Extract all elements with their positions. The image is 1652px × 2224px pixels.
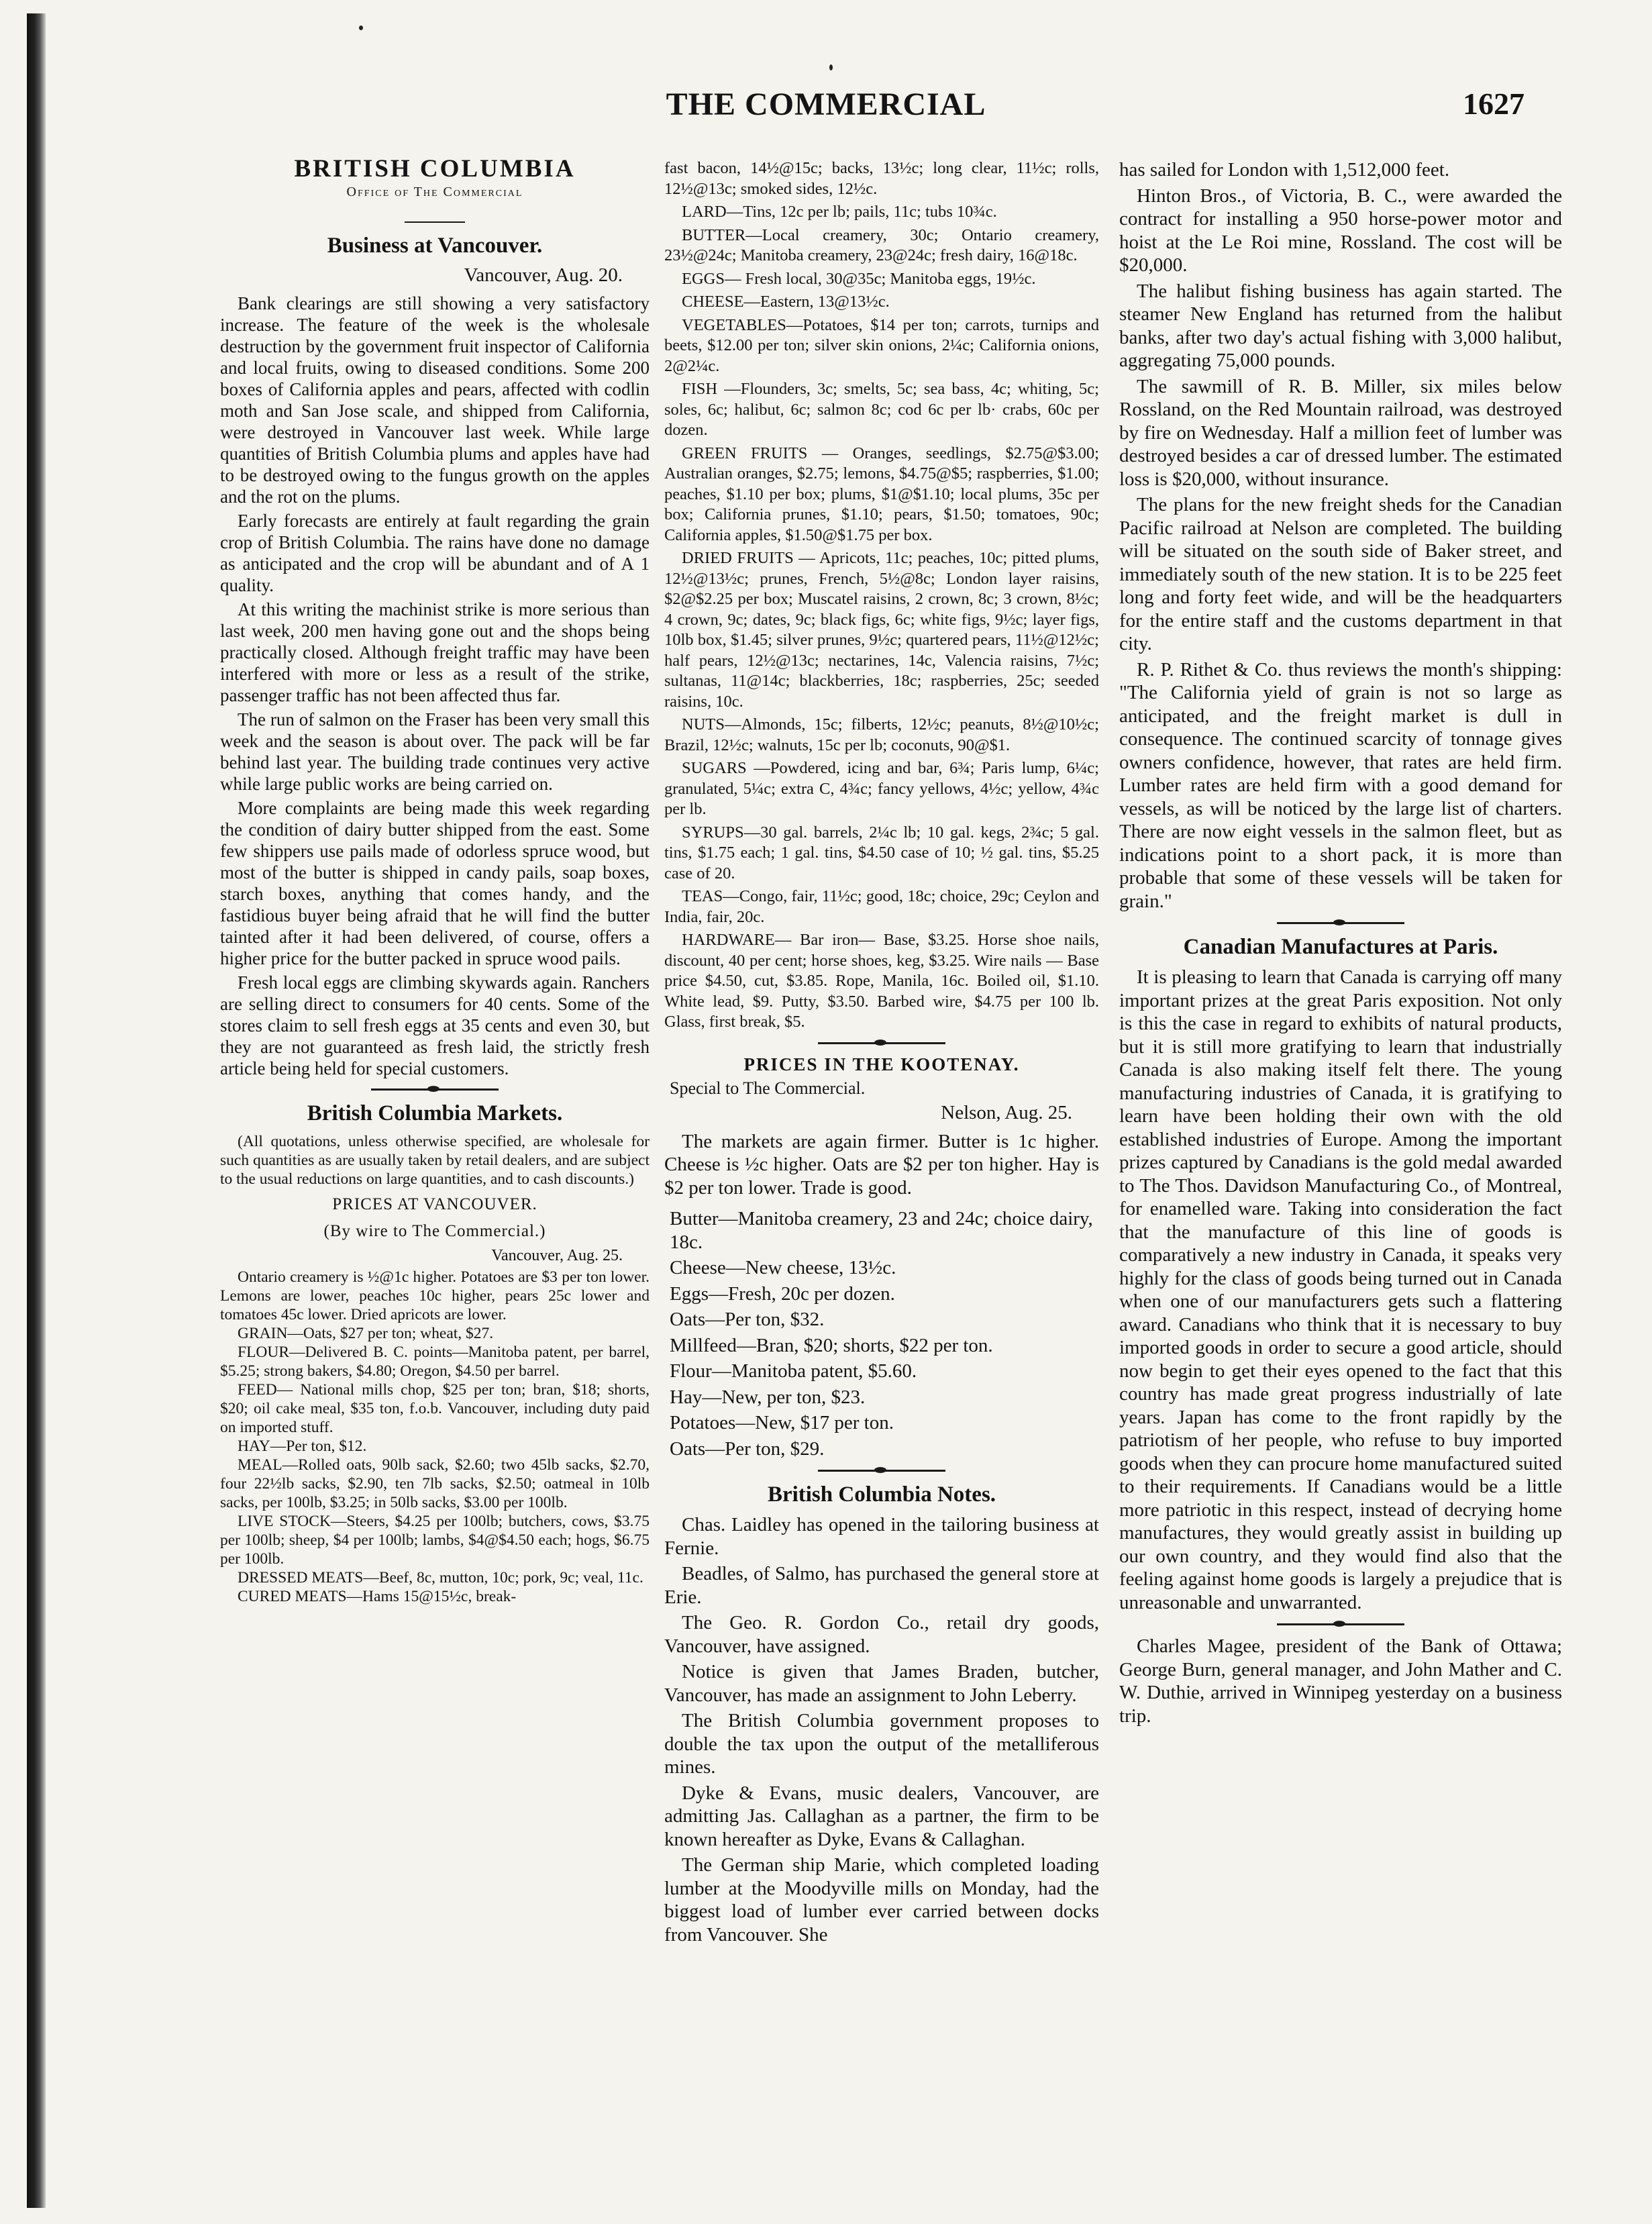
notes-heading: British Columbia Notes. — [767, 1482, 996, 1507]
note-item: The plans for the new freight sheds for the Canadian Pacific railroad at Nelson are completed. The building will be situated on the south side of Baker street, and immediately south of the new station. It is to be 225 feet long and forty feet wide, and will be the headquarters for the entire staff and the customs department in that city. — [1119, 494, 1562, 654]
article-paragraph: The run of salmon on the Fraser has been very small this week and the season is about over. The pack will be far behind last year. The building trade continues very active while large public works are being carried on. — [220, 709, 650, 794]
kootenay-item: Cheese—New cheese, 13½c. — [670, 1257, 896, 1278]
market-quote: GREEN FRUITS — Oranges, seedlings, $2.75@$3.00; Australian oranges, $2.75; lemons, $4.75@$5; raspberries, $1.00; peaches, $1.10 per box; plums, $1@$1.10; local plums, 35c per box; California prunes, $1.10; pears, $1.50; tomatoes, 90c; California apples, $1.50@$1.75 per box. — [664, 444, 1099, 544]
section-rule — [818, 1042, 945, 1044]
market-quote: Ontario creamery is ½@1c higher. Potatoes are $3 per ton lower. Lemons are lower, peaches 10c higher, pears 25c lower and tomatoes 45c lower. Dried apricots are lower. — [220, 1268, 650, 1323]
section-title: BRITISH COLUMBIA — [294, 158, 576, 183]
market-quotes — [220, 1268, 650, 1606]
markets-note: (All quotations, unless otherwise specified, are wholesale for such quantities as are usually taken by retail dealers, and are subject to the usual reductions on large quantities, and to cash discounts.) — [220, 1133, 650, 1188]
vancouver-heading: Business at Vancouver. — [327, 234, 543, 258]
section-rule — [818, 1470, 945, 1472]
market-quote: FEED— National mills chop, $25 per ton; bran, $18; shorts, $20; oil cake meal, $35 ton, f.o.b. Vancouver, including duty paid on imported stuff. — [220, 1381, 650, 1436]
section-rule — [371, 1089, 499, 1091]
market-quote: LIVE STOCK—Steers, $4.25 per 100lb; butchers, cows, $3.75 per 100lb; sheep, $4 per 100lb; lambs, $4@$4.50 each; hogs, $6.75 per 100lb. — [220, 1513, 650, 1568]
page-number: 1627 — [1463, 87, 1525, 121]
note-item: The halibut fishing business has again started. The steamer New England has returned from the halibut banks, after two day's actual fishing with 3,000 halibut, aggregating 75,000 pounds. — [1119, 280, 1562, 371]
note-item: The Geo. R. Gordon Co., retail dry goods, Vancouver, have assigned. — [664, 1612, 1099, 1657]
market-quote: SUGARS —Powdered, icing and bar, 6¾; Paris lump, 6¼c; granulated, 5¼c; extra C, 4¾c; fancy yellows, 4½c; yellow, 4¾c per lb. — [664, 759, 1099, 818]
column-1 — [220, 158, 650, 2212]
notes-list — [664, 1513, 1099, 1946]
kootenay-item: Millfeed—Bran, $20; shorts, $22 per ton. — [670, 1334, 993, 1356]
market-quote: NUTS—Almonds, 15c; filberts, 12½c; peanuts, 8½@10½c; Brazil, 12½c; walnuts, 15c per lb; coconuts, 90@$1. — [664, 715, 1099, 754]
final-note-paragraph: Charles Magee, president of the Bank of Ottawa; George Burn, general manager, and John Mather and C. W. Duthie, arrived in Winnipeg yesterday on a business trip. — [1119, 1635, 1562, 1727]
final-note — [1119, 1635, 1562, 1727]
market-quote: CHEESE—Eastern, 13@13½c. — [682, 293, 890, 311]
paris-heading: Canadian Manufactures at Paris. — [1183, 935, 1498, 959]
note-item: The British Columbia government proposes to double the tax upon the output of the metalliferous mines. — [664, 1710, 1099, 1778]
prices-heading: PRICES AT VANCOUVER. — [332, 1195, 537, 1213]
market-quotes-continued — [664, 158, 1099, 1033]
notes-continued — [1119, 158, 1562, 913]
market-quote: fast bacon, 14½@15c; backs, 13½c; long clear, 11½c; rolls, 12½@13c; smoked sides, 12½c. — [664, 159, 1099, 198]
note-item: Dyke & Evans, music dealers, Vancouver, are admitting Jas. Callaghan as a partner, the firm to be known hereafter as Dyke, Evans & Callaghan. — [664, 1782, 1099, 1850]
market-quote: HARDWARE— Bar iron— Base, $3.25. Horse shoe nails, discount, 40 per cent; horse shoes, keg, $3.25. Wire nails — Base price $4.50, cut, $3.85. Rope, Manila, 16c. Boiled oil, $1.10. White lead, $9. Putty, $3.50. Barbed wire, $4.75 per 100 lb. Glass, first break, $5. — [664, 931, 1099, 1031]
running-title: THE COMMERCIAL — [666, 87, 986, 122]
kootenay-item: Oats—Per ton, $29. — [670, 1437, 825, 1460]
market-quote: MEAL—Rolled oats, 90lb sack, $2.60; two 45lb sacks, $2.70, four 22½lb sacks, $2.90, ten 7lb sacks, $2.50; oatmeal in 10lb sacks, per 100lb, $3.25; in 50lb sacks, $3.00 per 100lb. — [220, 1456, 650, 1511]
article-paragraph: Early forecasts are entirely at fault regarding the grain crop of British Columbia. The rains have done no damage as anticipated and the crop will be abundant and of A 1 quality. — [220, 511, 650, 595]
note-item: The sawmill of R. B. Miller, six miles below Rossland, on the Red Mountain railroad, was destroyed by fire on Wednesday. Half a million feet of lumber was destroyed besides a car of dressed lumber. The estimated loss is $20,000, without insurance. — [1119, 375, 1562, 490]
kootenay-item: Butter—Manitoba creamery, 23 and 24c; choice dairy, 18c. — [670, 1208, 1093, 1253]
kootenay-item: Oats—Per ton, $32. — [670, 1309, 825, 1330]
kootenay-report — [664, 1130, 1099, 1200]
market-quote: DRESSED MEATS—Beef, 8c, mutton, 10c; pork, 9c; veal, 11c. — [238, 1569, 643, 1586]
note-item: has sailed for London with 1,512,000 feet. — [1119, 159, 1450, 181]
market-quote: TEAS—Congo, fair, 11½c; good, 18c; choice, 29c; Ceylon and India, fair, 20c. — [664, 887, 1099, 926]
note-item: R. P. Rithet & Co. thus reviews the month's shipping: "The California yield of grain is not so large as anticipated, and the freight market is dull in consequence. The continued scarcity of tonnage gives owners confidence, however, that rates are held firm. Lumber rates are held firm with a good demand for vessels, as will be noticed by the large list of charters. There are now eight vessels in the salmon fleet, but as indications point to a short pack, it is more than probable that some of these vessels will be taken for grain." — [1119, 658, 1562, 912]
note-item: The German ship Marie, which completed loading lumber at the Moodyville mills on Monday, had the biggest load of lumber ever carried between docks from Vancouver. She — [664, 1854, 1099, 1945]
short-rule — [405, 221, 465, 223]
article-paragraph: Bank clearings are still showing a very satisfactory increase. The feature of the week is the wholesale destruction by the government fruit inspector of California and local fruits, owing to diseased conditions. Some 200 boxes of California apples and pears, affected with codlin moth and San Jose scale, and shipped from California, were destroyed in Vancouver last week. While large quantities of British Columbia plums and apples have had to be destroyed owing to the fungus growth on the apples and the rot on the plums. — [220, 293, 650, 507]
paris-paragraph: It is pleasing to learn that Canada is carrying off many important prizes at the great Paris exposition. Not only is this the case in regard to exhibits of natural products, but it is still more gratifying to learn that industrially Canada is also making itself felt there. The young manufacturing industries of Canada, it is gratifying to learn have been holding their own with the old established industries of Europe. Among the important prizes captured by Canadians is the gold medal awarded to The Thos. Davidson Manufacturing Co., of Montreal, for enamelled ware. Taking into consideration the fact that the manufacture of this line of goods is comparatively a new industry in Canada, it speaks very highly for the class of goods being turned out in Canada when one of our manufacturers gets such a flattering award. Canadians who think that it is necessary to buy imported goods in order to secure a good article, should now begin to get their eyes opened to the fact that this country has made great progress industrially of late years. Japan has come to the front rapidly by the patriotism of her people, who refuse to buy imported goods when they can procure home manufactured suited to their requirements. If Canadians would be a little more patriotic in this respect, instead of decrying home manufactures, they would greatly assist in building up our own country, and they would find also that the feeling against home goods is largely a prejudice that is unreasonable and unwarranted. — [1119, 966, 1562, 1613]
markets-heading: British Columbia Markets. — [307, 1101, 563, 1125]
kootenay-item: Hay—New, per ton, $23. — [670, 1386, 866, 1408]
wire-line: (By wire to The Commercial.) — [323, 1222, 546, 1240]
vancouver-article — [220, 293, 650, 1079]
kootenay-item: Eggs—Fresh, 20c per dozen. — [670, 1282, 895, 1305]
section-rule — [1277, 922, 1404, 924]
note-item: Hinton Bros., of Victoria, B. C., were awarded the contract for installing a 950 horse-power motor and hoist at the Le Roi mine, Rossland. The cost will be $20,000. — [1119, 185, 1562, 276]
kootenay-item: Potatoes—New, $17 per ton. — [670, 1412, 894, 1433]
column-3 — [1119, 158, 1562, 2212]
kootenay-special: Special to The Commercial. — [670, 1078, 866, 1098]
column-2 — [664, 158, 1099, 2212]
article-paragraph: More complaints are being made this week regarding the condition of dairy butter shipped from the east. Some few shippers use pails made of odorless spruce wood, but most of the butter is shipped in candy pails, soap boxes, starch boxes, anything that comes handy, and the fastidious buyer being afraid that he will find the butter tainted after it had been delivered, of course, offers a higher price for the butter packed in spruce wood pails. — [220, 798, 650, 968]
market-quote: HAY—Per ton, $12. — [238, 1437, 367, 1455]
markets-dateline: Vancouver, Aug. 25. — [491, 1247, 623, 1264]
vancouver-dateline: Vancouver, Aug. 20. — [464, 264, 623, 286]
note-item: Chas. Laidley has opened in the tailoring business at Fernie. — [664, 1514, 1099, 1559]
market-quote: EGGS— Fresh local, 30@35c; Manitoba eggs, 19½c. — [682, 269, 1036, 288]
kootenay-price-list — [664, 1207, 1099, 1460]
market-quote: SYRUPS—30 gal. barrels, 2¼c lb; 10 gal. kegs, 2¾c; 5 gal. tins, $1.75 each; 1 gal. tins, $4.50 case of 10; ½ gal. tins, $5.25 case of 20. — [664, 823, 1099, 882]
kootenay-intro: The markets are again firmer. Butter is 1c higher. Cheese is ½c higher. Oats are $2 per ton higher. Hay is $2 per ton lower. Trade is good. — [664, 1130, 1099, 1199]
note-item: Beadles, of Salmo, has purchased the general store at Erie. — [664, 1563, 1099, 1608]
paris-article — [1119, 966, 1562, 1614]
market-quote: FLOUR—Delivered B. C. points—Manitoba patent, per barrel, $5.25; strong bakers, $4.80; Oregon, $4.50 per barrel. — [220, 1344, 650, 1380]
section-rule — [1277, 1623, 1404, 1625]
article-paragraph: Fresh local eggs are climbing skywards again. Ranchers are selling direct to consumers for 40 cents. Some of the stores claim to sell fresh eggs at 35 cents and even 30, but they are not guaranteed as fresh laid, the strictly fresh article being held for special customers. — [220, 972, 650, 1078]
market-quote: DRIED FRUITS — Apricots, 11c; peaches, 10c; pitted plums, 12½@13½c; prunes, French, 5½@8c; London layer raisins, $2@$2.25 per box; Muscatel raisins, 2 crown, 8c; 3 crown, 8½c; 4 crown, 9c; dates, 9c; black figs, 6c; white figs, 9½c; layer figs, 10lb box, $1.45; silver prunes, 9½c; quartered pears, 11½@12½c; half pears, 12½@13c; nectarines, 14c, Valencia raisins, 7½c; sultanas, 11@14c; blackberries, 18c; raspberries, 25c; seeded raisins, 10c. — [664, 549, 1099, 711]
market-quote: FISH —Flounders, 3c; smelts, 5c; sea bass, 4c; whiting, 5c; soles, 6c; halibut, 6c; salmon 8c; cod 6c per lb· crabs, 60c per dozen. — [664, 380, 1099, 439]
article-paragraph: At this writing the machinist strike is more serious than last week, 200 men having gone out and the shops being practically closed. Although freight traffic may have been interfered with more or less as a result of the strike, passenger traffic has not been affected thus far. — [220, 599, 650, 705]
market-quote: GRAIN—Oats, $27 per ton; wheat, $27. — [238, 1325, 494, 1342]
market-quote: VEGETABLES—Potatoes, $14 per ton; carrots, turnips and beets, $12.00 per ton; silver skin onions, 2¼c; California onions, 2@2¼c. — [664, 315, 1099, 375]
office-line: Office of The Commercial — [346, 185, 523, 199]
ink-speck — [829, 64, 833, 70]
note-item: Notice is given that James Braden, butcher, Vancouver, has made an assignment to John Leberry. — [664, 1661, 1099, 1706]
market-quote: BUTTER—Local creamery, 30c; Ontario creamery, 23½@24c; Manitoba creamery, 23@24c; fresh dairy, 16@18c. — [664, 225, 1099, 264]
kootenay-dateline: Nelson, Aug. 25. — [941, 1101, 1072, 1123]
page-spine-shadow — [27, 13, 46, 2208]
kootenay-item: Flour—Manitoba patent, $5.60. — [670, 1360, 917, 1382]
kootenay-heading: PRICES IN THE KOOTENAY. — [743, 1054, 1020, 1074]
ink-speck — [359, 26, 363, 30]
market-quote: CURED MEATS—Hams 15@15½c, break- — [238, 1588, 517, 1605]
market-quote: LARD—Tins, 12c per lb; pails, 11c; tubs 10¾c. — [682, 203, 997, 221]
